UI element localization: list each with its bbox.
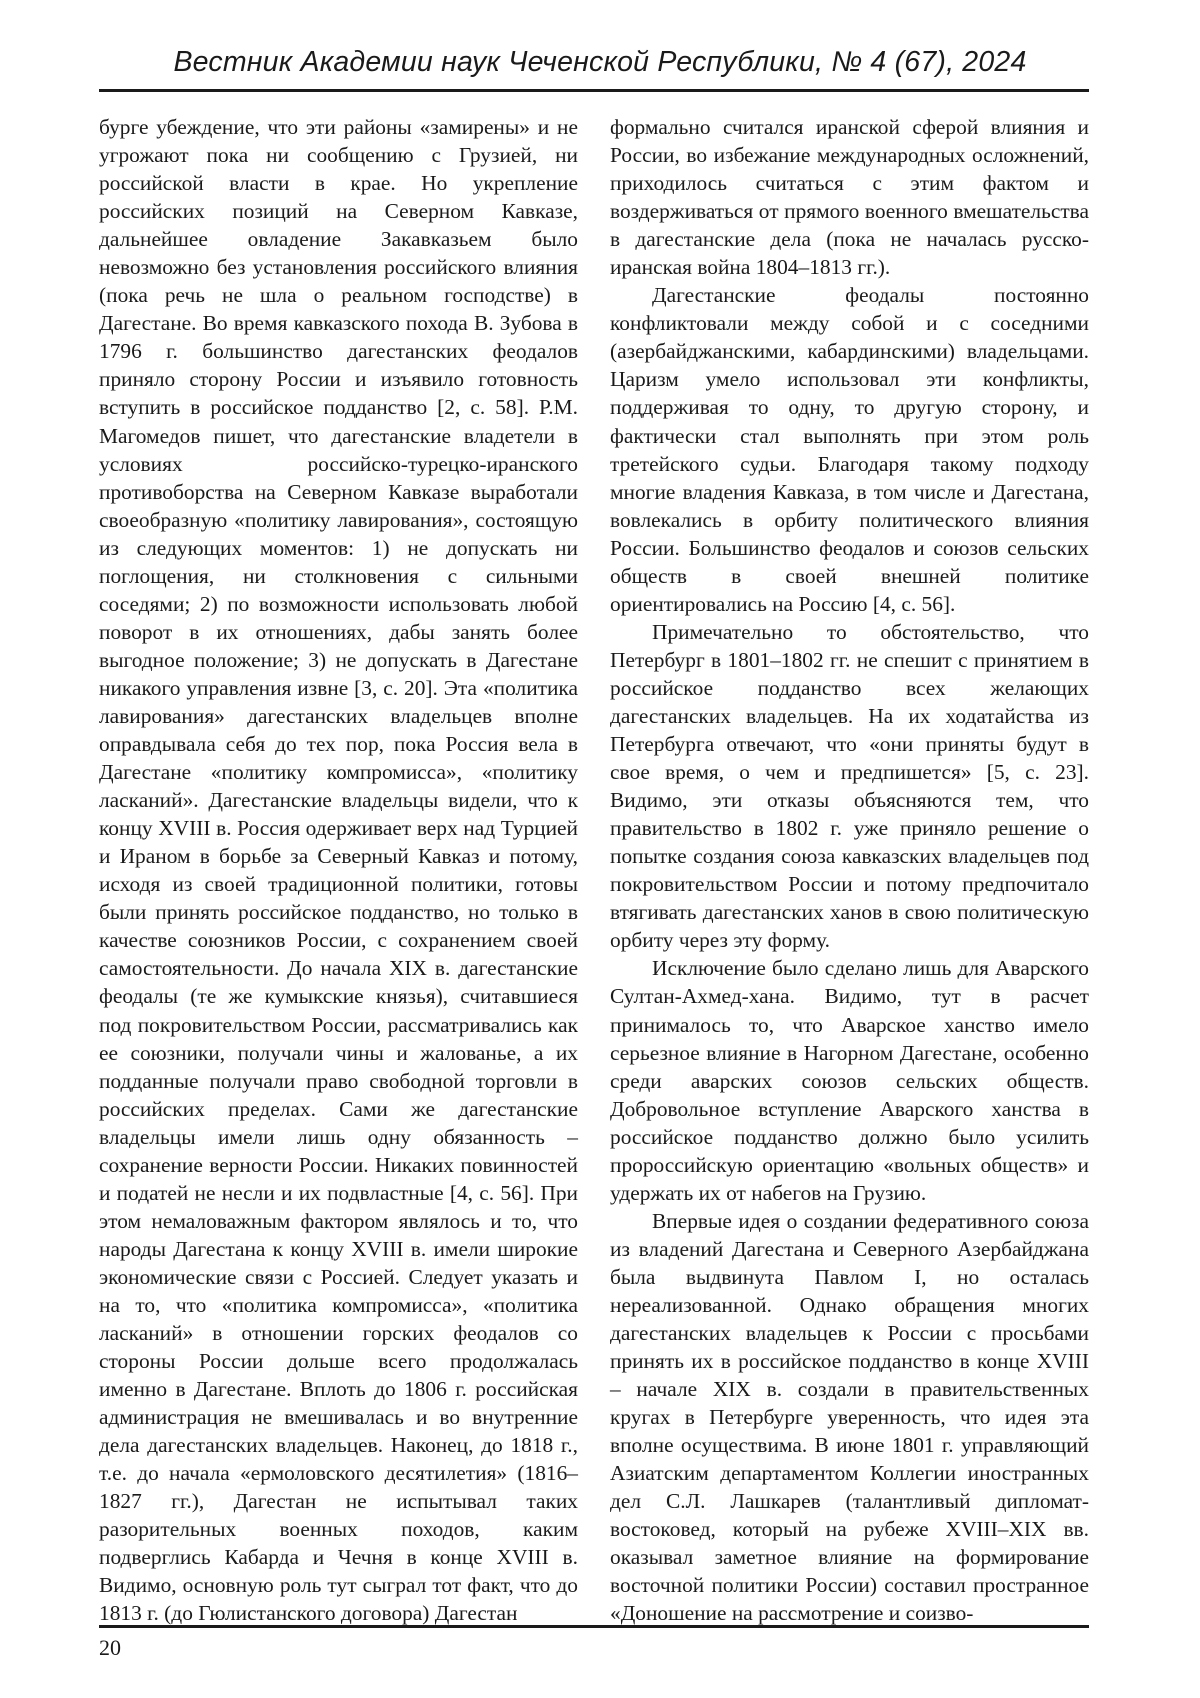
header-rule	[99, 89, 1089, 92]
paragraph: Впервые идея о создании федеративного союза из владений Дагестана и Северного Азербайджана была выдвинута Павлом I, но осталась нереализованной. Однако обращения многих дагестанских владельцев к России с просьбами принять их в российское подданство в конце XVIII – начале XIX в. создали в правительственных кругах в Петербурге уверенность, что идея эта вполне осуществима. В июне 1801 г. управляющий Азиатским департаментом Коллегии иностранных дел С.Л. Лашкарев (талантливый дипломат-востоковед, который на рубеже XVIII–XIX вв. оказывал заметное влияние на формирование восточной политики России) составил пространное «Доношение на рассмотрение и соизво-	[610, 1208, 1089, 1626]
journal-header: Вестник Академии наук Чеченской Республики, № 4 (67), 2024	[173, 46, 1027, 78]
footer-rule	[99, 1625, 1089, 1628]
paragraph: Дагестанские феодалы постоянно конфликтовали между собой и с соседними (азербайджанскими, кабардинскими) владельцами. Царизм умело использовал эти конфликты, поддерживая то одну, то другую сторону, и фактически стал выполнять при этом роль третейского судьи. Благодаря такому подходу многие владения Кавказа, в том числе и Дагестана, вовлекались в орбиту политического влияния России. Большинство феодалов и союзов сельских обществ в своей внешней политике ориентировались на Россию [4, с. 56].	[610, 283, 1089, 616]
paragraph: Примечательно то обстоятельство, что Петербург в 1801–1802 гг. не спешит с принятием в российское подданство всех желающих дагестанских владельцев. На их ходатайства из Петербурга отвечают, что «они приняты будут в свое время, о чем и предпишется» [5, с. 23]. Видимо, эти отказы объясняются тем, что правительство в 1802 г. уже приняло решение о попытке создания союза кавказских владельцев под покровительством России и потому предпочитало втягивать дагестанских ханов в свою политическую орбиту через эту форму.	[610, 619, 1089, 953]
right-column	[610, 113, 1089, 1628]
paragraph: бурге убеждение, что эти районы «замирены» и не угрожают пока ни сообщению с Грузией, ни российской власти в крае. Но укрепление российских позиций на Северном Кавказе, дальнейшее овладение Закавказьем было невозможно без установления российского влияния (пока речь не шла о реальном господстве) в Дагестане. Во время кавказского похода В. Зубова в 1796 г. большинство дагестанских феодалов приняло сторону России и изъявило готовность вступить в российское подданство [2, с. 58]. Р.М. Магомедов пишет, что дагестанские владетели в условиях российско-турецко-иранского противоборства на Северном Кавказе выработали своеобразную «политику лавирования», состоящую из следующих моментов: 1) не допускать ни поглощения, ни столкновения с сильными соседями; 2) по возможности использовать любой поворот в их отношениях, дабы занять более выгодное положение; 3) не допускать в Дагестане никакого управления извне [3, с. 20]. Эта «политика лавирования» дагестанских владельцев вполне оправдывала себя до тех пор, пока Россия вела в Дагестане «политику компромисса», «политику ласканий». Дагестанские владельцы видели, что к концу XVIII в. Россия одерживает верх над Турцией и Ираном в борьбе за Северный Кавказ и потому, исходя из своей традиционной политики, готовы были принять российское подданство, но только в качестве союзников России, с сохранением своей самостоятельности. До начала XIX в. дагестанские феодалы (те же кумыкские князья), считавшиеся под покровительством России, рассматривались как ее союзники, получали чины и жалованье, а их подданные получали право свободной торговли в российских пределах. Сами же дагестанские владельцы имели лишь одну обязанность – сохранение верности России. Никаких повинностей и податей не несли и их подвластные [4, с. 56]. При этом немаловажным фактором являлось и то, что народы Дагестана к концу XVIII в. имели широкие экономические связи с Россией. Следует указать и на то, что «политика компромисса», «политика ласканий» в отношении горских феодалов со стороны России дольше всего продолжалась именно в Дагестане. Вплоть до 1806 г. российская администрация не вмешивалась и во внутренние дела дагестанских владельцев. Наконец, до 1818 г., т.е. до начала «ермоловского десятилетия» (1816–1827 гг.), Дагестан не испытывал таких разорительных военных походов, каким подверглись Кабарда и Чечня в конце XVIII в. Видимо, основную роль тут сыграл тот факт, что до 1813 г. (до Гюлистанского договора) Дагестан	[99, 115, 578, 1626]
paragraph: Исключение было сделано лишь для Аварского Султан-Ахмед-хана. Видимо, тут в расчет принималось то, что Аварское ханство имело серьезное влияние в Нагорном Дагестане, особенно среди аварских союзов сельских обществ. Добровольное вступление Аварского ханства в российское подданство должно было усилить пророссийскую ориентацию «вольных обществ» и удержать их от набегов на Грузию.	[610, 956, 1089, 1205]
left-column	[99, 113, 578, 1628]
paragraph: формально считался иранской сферой влияния и России, во избежание международных осложнений, приходилось считаться с этим фактом и воздерживаться от прямого военного вмешательства в дагестанские дела (пока не началась русско-иранская война 1804–1813 гг.).	[610, 115, 1089, 280]
page-number: 20	[99, 1635, 121, 1660]
